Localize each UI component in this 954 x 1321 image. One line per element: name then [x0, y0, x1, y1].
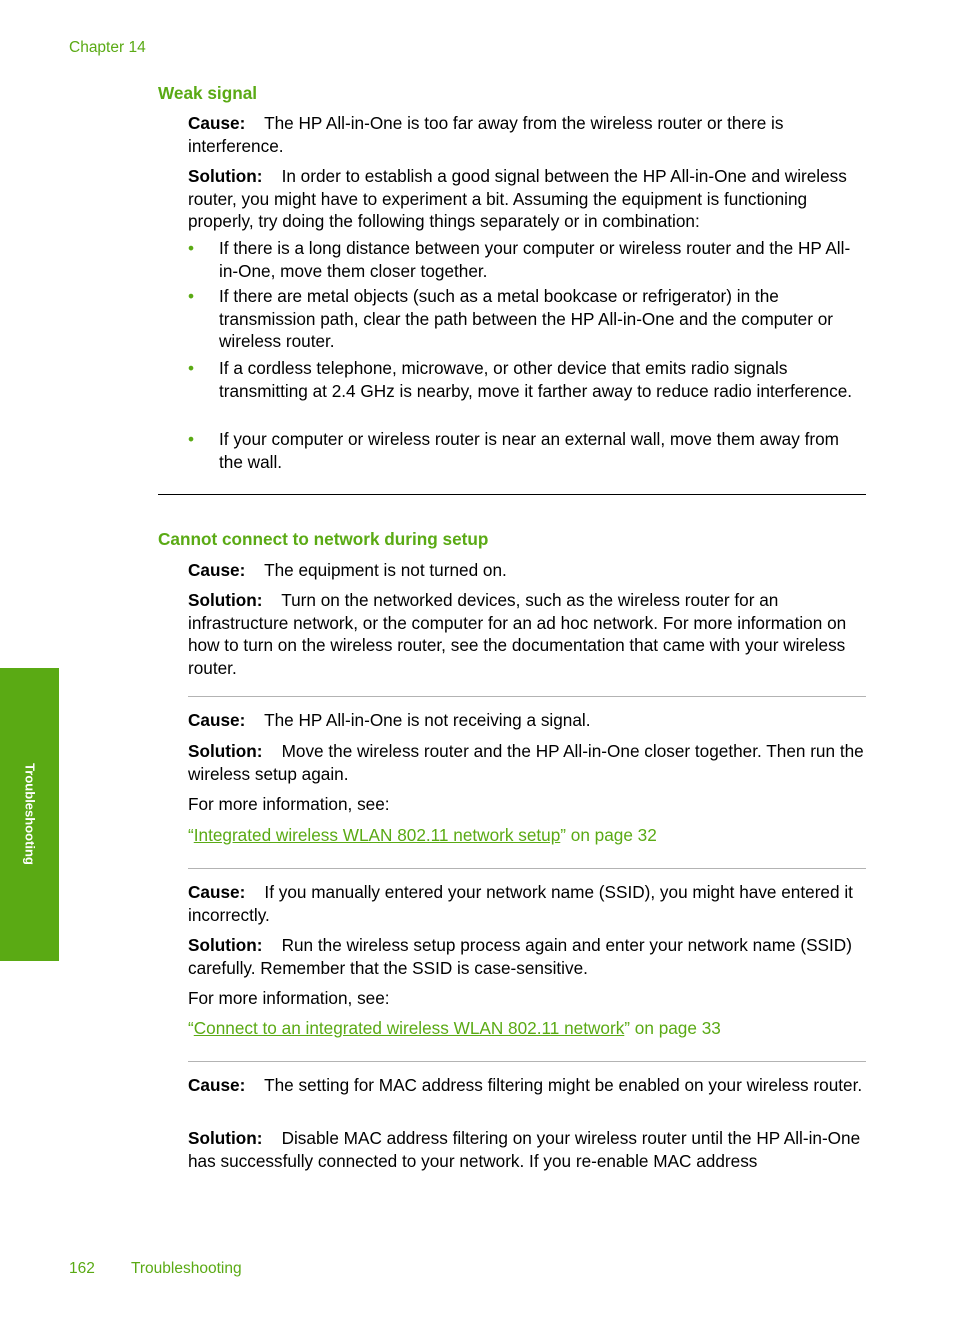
bullet-icon: • [188, 238, 195, 258]
cause-paragraph [188, 709, 868, 732]
solution-label: Solution: [188, 590, 263, 610]
cause-paragraph [188, 559, 868, 582]
section-heading-cannot-connect: Cannot connect to network during setup [158, 529, 489, 549]
solution-paragraph [188, 1127, 868, 1172]
cause-text: The HP All-in-One is not receiving a signal. [264, 710, 591, 730]
link-wlan-network-setup[interactable] [188, 825, 657, 845]
entry-divider [188, 1061, 866, 1062]
cause-label: Cause: [188, 882, 246, 902]
list-item-text: If there is a long distance between your computer or wireless router and the HP All-in-One, move them closer together. [219, 238, 851, 281]
link-page-ref: ” on page 32 [560, 825, 657, 845]
solution-text: In order to establish a good signal between the HP All-in-One and wireless router, you might have to experiment a bit. Assuming the equipment is functioning properly, try doing the following things separately or in combination: [188, 166, 847, 231]
cause-paragraph [188, 1074, 868, 1097]
cause-text: The equipment is not turned on. [264, 560, 507, 580]
chapter-header: Chapter 14 [69, 39, 146, 56]
more-info-text: For more information, see: [188, 988, 390, 1008]
solution-text: Run the wireless setup process again and enter your network name (SSID) carefully. Remember that the SSID is case-sensitive. [188, 935, 852, 978]
more-info-text: For more information, see: [188, 794, 390, 814]
cross-reference-link[interactable] [188, 824, 868, 847]
solution-label: Solution: [188, 741, 263, 761]
link-open-quote: “ [188, 825, 194, 845]
solution-label: Solution: [188, 1128, 263, 1148]
link-text: Connect to an integrated wireless WLAN 802.11 network [193, 1018, 625, 1038]
solution-text: Disable MAC address filtering on your wireless router until the HP All-in-One has successfully connected to your network. If you re-enable MAC address [188, 1128, 861, 1171]
bullet-icon: • [188, 286, 195, 306]
solution-text: Turn on the networked devices, such as the wireless router for an infrastructure network, or the computer for an ad hoc network. For more information on how to turn on the wireless router, see the documentation that came with your wireless router. [188, 590, 847, 678]
solution-text: Move the wireless router and the HP All-in-One closer together. Then run the wireless setup again. [188, 741, 864, 784]
cause-paragraph [188, 112, 868, 157]
footer-section: Troubleshooting [131, 1260, 242, 1277]
section-divider [158, 494, 866, 495]
link-text: Integrated wireless WLAN 802.11 network setup [193, 825, 561, 845]
cause-label: Cause: [188, 710, 246, 730]
list-item-text: If there are metal objects (such as a metal bookcase or refrigerator) in the transmission path, clear the path between the HP All-in-One and the computer or wireless router. [219, 286, 833, 351]
cause-text: If you manually entered your network name (SSID), you might have entered it incorrectly. [188, 882, 853, 925]
side-tab [0, 668, 59, 961]
page-number: 162 [69, 1260, 95, 1277]
link-page-ref: ” on page 33 [624, 1018, 721, 1038]
entry-divider [188, 868, 866, 869]
cause-label: Cause: [188, 560, 246, 580]
link-connect-wlan-network[interactable] [188, 1018, 721, 1038]
list-item-text: If your computer or wireless router is near an external wall, move them away from the wall. [219, 429, 839, 472]
entry-divider [188, 696, 866, 697]
bullet-icon: • [188, 358, 195, 378]
list-item-text: If a cordless telephone, microwave, or other device that emits radio signals transmitting at 2.4 GHz is nearby, move it farther away to reduce radio interference. [219, 358, 853, 401]
side-tab-label: Troubleshooting [22, 763, 38, 865]
solution-paragraph [188, 934, 868, 979]
cause-label: Cause: [188, 113, 246, 133]
solution-paragraph [188, 165, 868, 233]
solution-paragraph [188, 740, 868, 785]
bullet-icon: • [188, 429, 195, 449]
cause-paragraph [188, 881, 868, 926]
solution-label: Solution: [188, 935, 263, 955]
cause-text: The HP All-in-One is too far away from the wireless router or there is interference. [188, 113, 784, 156]
solution-paragraph [188, 589, 868, 679]
cause-text: The setting for MAC address filtering might be enabled on your wireless router. [264, 1075, 863, 1095]
cross-reference-link[interactable] [188, 1017, 868, 1040]
section-heading-weak-signal: Weak signal [158, 83, 258, 103]
solution-label: Solution: [188, 166, 263, 186]
link-open-quote: “ [188, 1018, 194, 1038]
cause-label: Cause: [188, 1075, 246, 1095]
